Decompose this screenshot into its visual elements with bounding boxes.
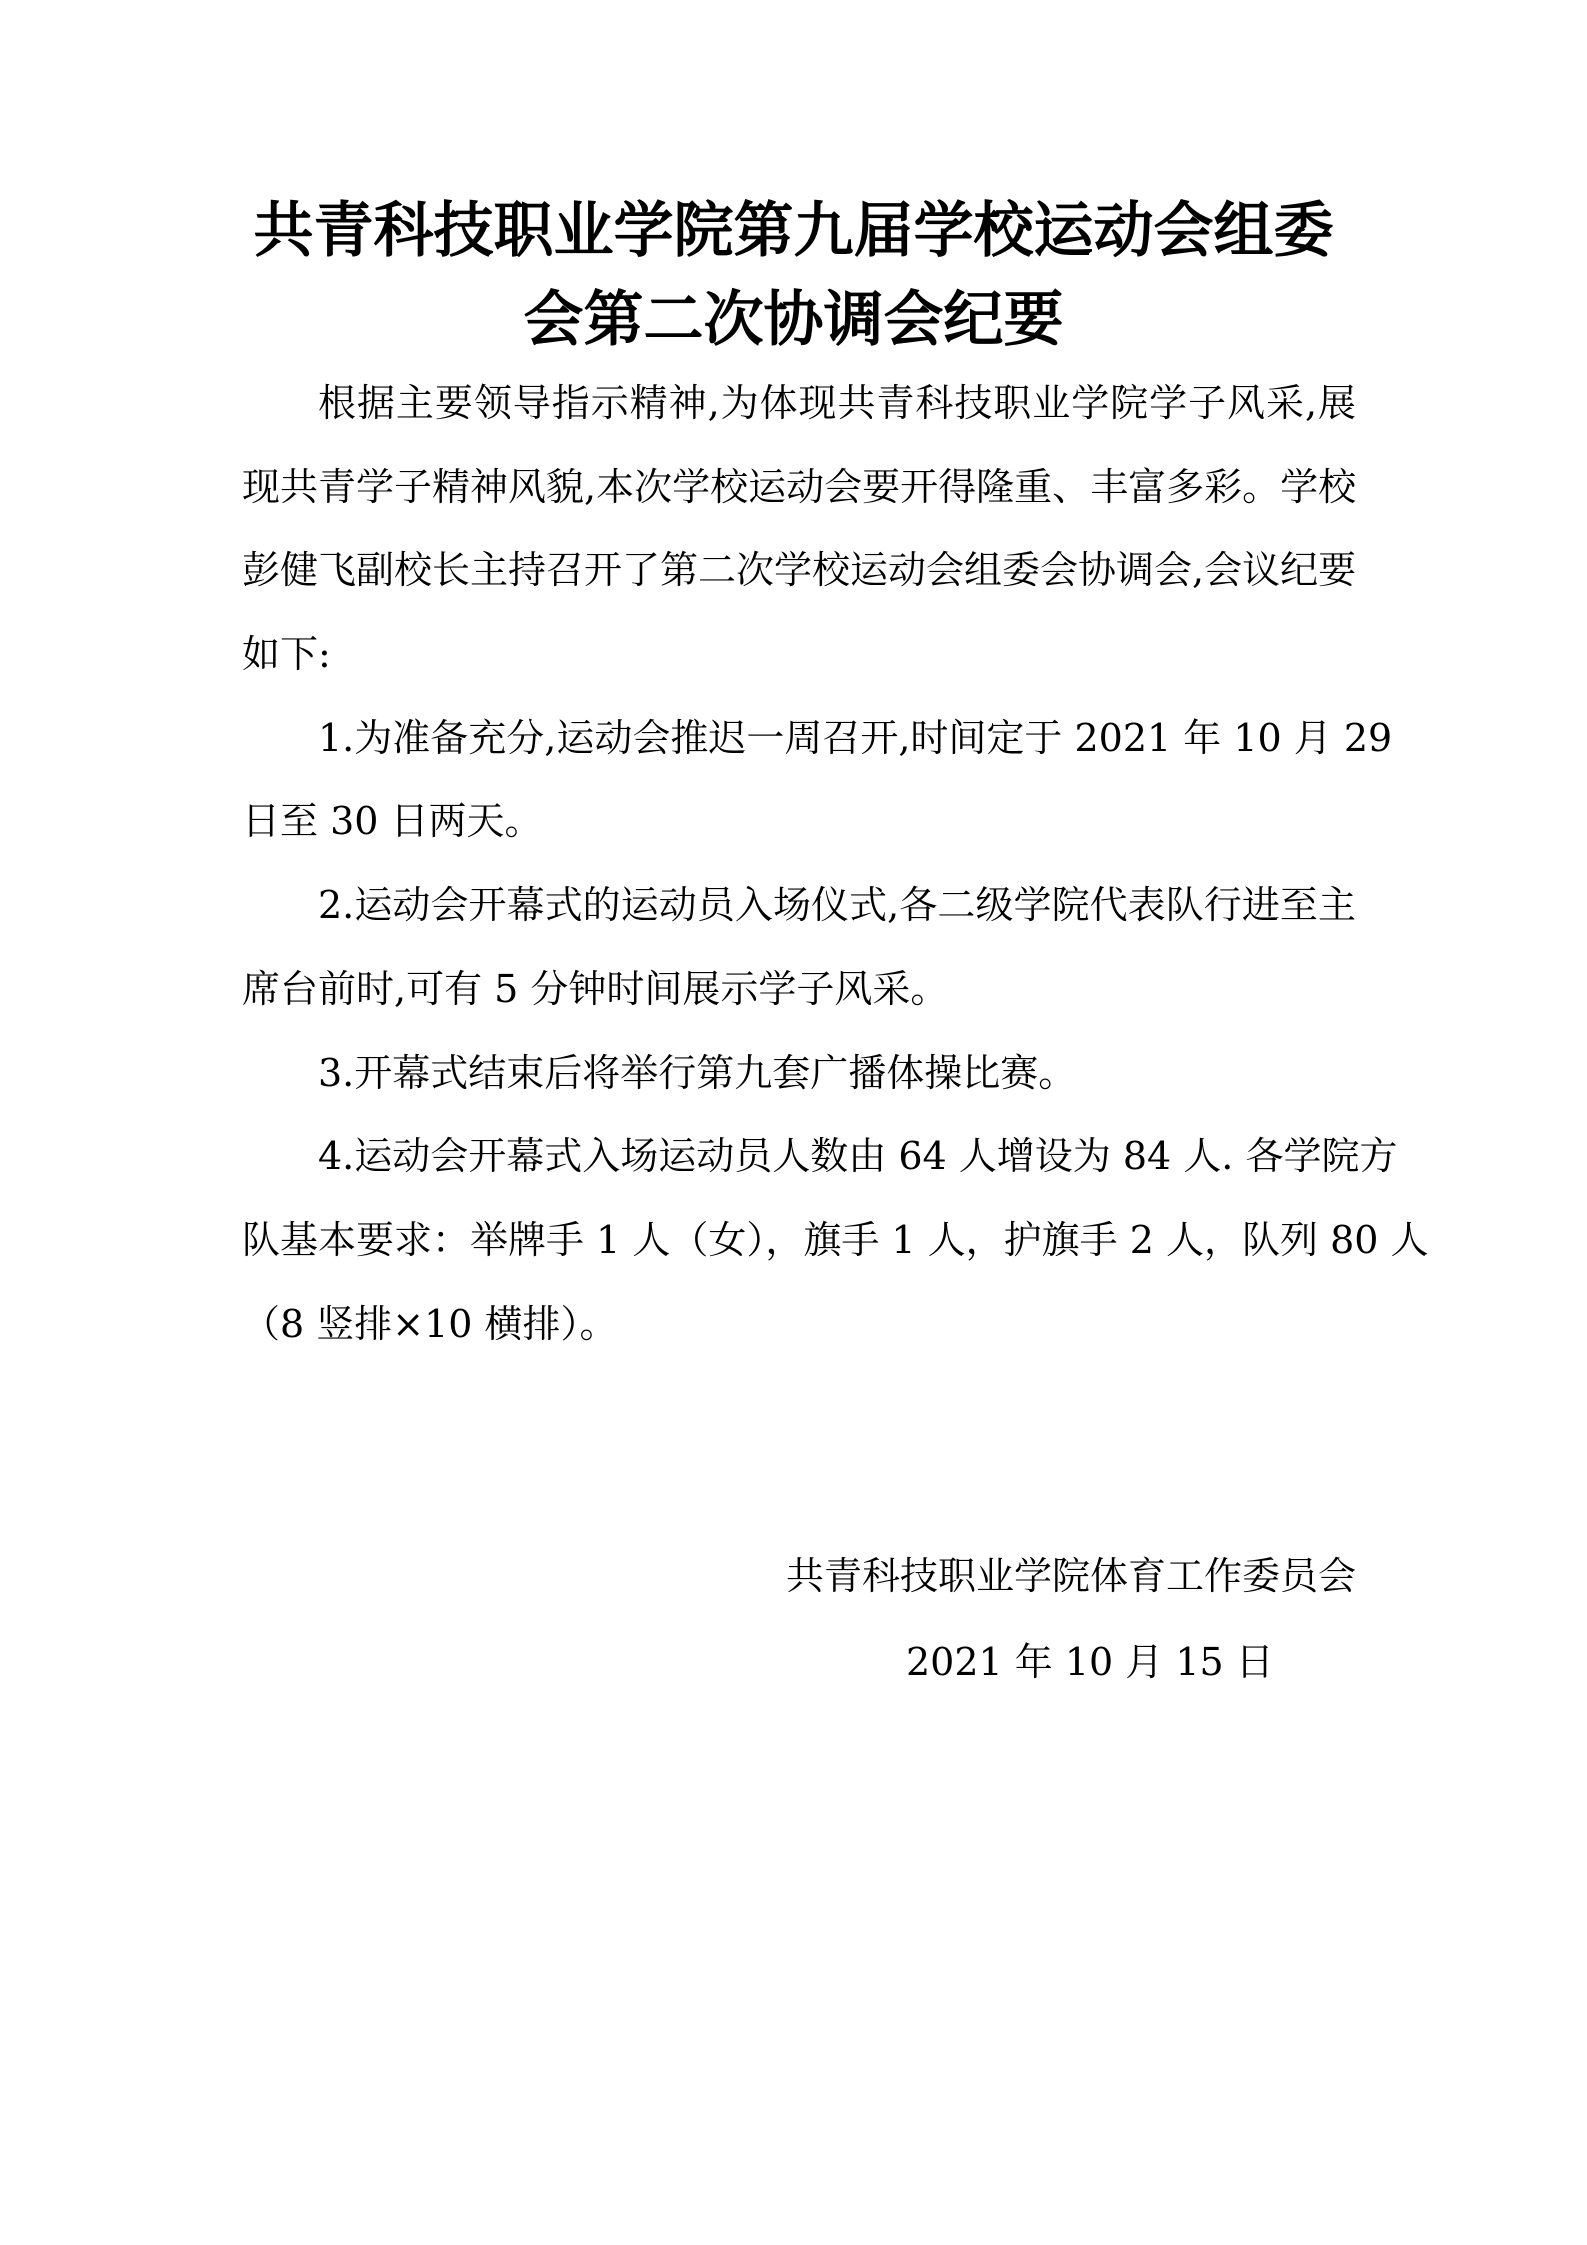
text-line: 2.运动会开幕式的运动员入场仪式,各二级学院代表队行进至主 <box>318 883 1356 928</box>
text-line: 日至 30 日两天。 <box>242 799 543 844</box>
text-line: 4.运动会开幕式入场运动员人数由 64 人增设为 84 人. 各学院方 <box>318 1134 1398 1179</box>
signature-organization: 共青科技职业学院体育工作委员会 <box>785 1554 1356 1598</box>
signature-date: 2021 年 10 月 15 日 <box>906 1640 1274 1684</box>
document-title-line-1: 共青科技职业学院第九届学校运动会组委 <box>253 196 1334 266</box>
paragraph-item-3 <box>242 1032 1356 1116</box>
text-line: 现共青学子精神风貌,本次学校运动会要开得隆重、丰富多彩。学校 <box>242 464 1357 509</box>
paragraph-item-1 <box>242 697 1393 864</box>
text-line: 彭健飞副校长主持召开了第二次学校运动会组委会协调会,会议纪要 <box>242 548 1357 593</box>
text-line: 队基本要求：举牌手 1 人（女），旗手 1 人，护旗手 2 人，队列 80 人 <box>242 1217 1429 1262</box>
text-line: 1.为准备充分,运动会推迟一周召开,时间定于 2021 年 10 月 29 <box>318 715 1393 760</box>
paragraph-intro <box>242 362 1356 697</box>
text-line: 如下: <box>242 632 331 677</box>
text-line: （8 竖排×10 横排）。 <box>242 1301 618 1346</box>
document-body <box>242 362 1429 1366</box>
paragraph-item-2 <box>242 864 1356 1031</box>
text-line: 席台前时,可有 5 分钟时间展示学子风采。 <box>242 966 949 1011</box>
paragraph-item-4 <box>242 1115 1429 1366</box>
text-line: 根据主要领导指示精神,为体现共青科技职业学院学子风采,展 <box>318 381 1356 425</box>
text-line: 3.开幕式结束后将举行第九套广播体操比赛。 <box>318 1050 1077 1095</box>
document-title-line-2: 会第二次协调会纪要 <box>523 285 1064 355</box>
